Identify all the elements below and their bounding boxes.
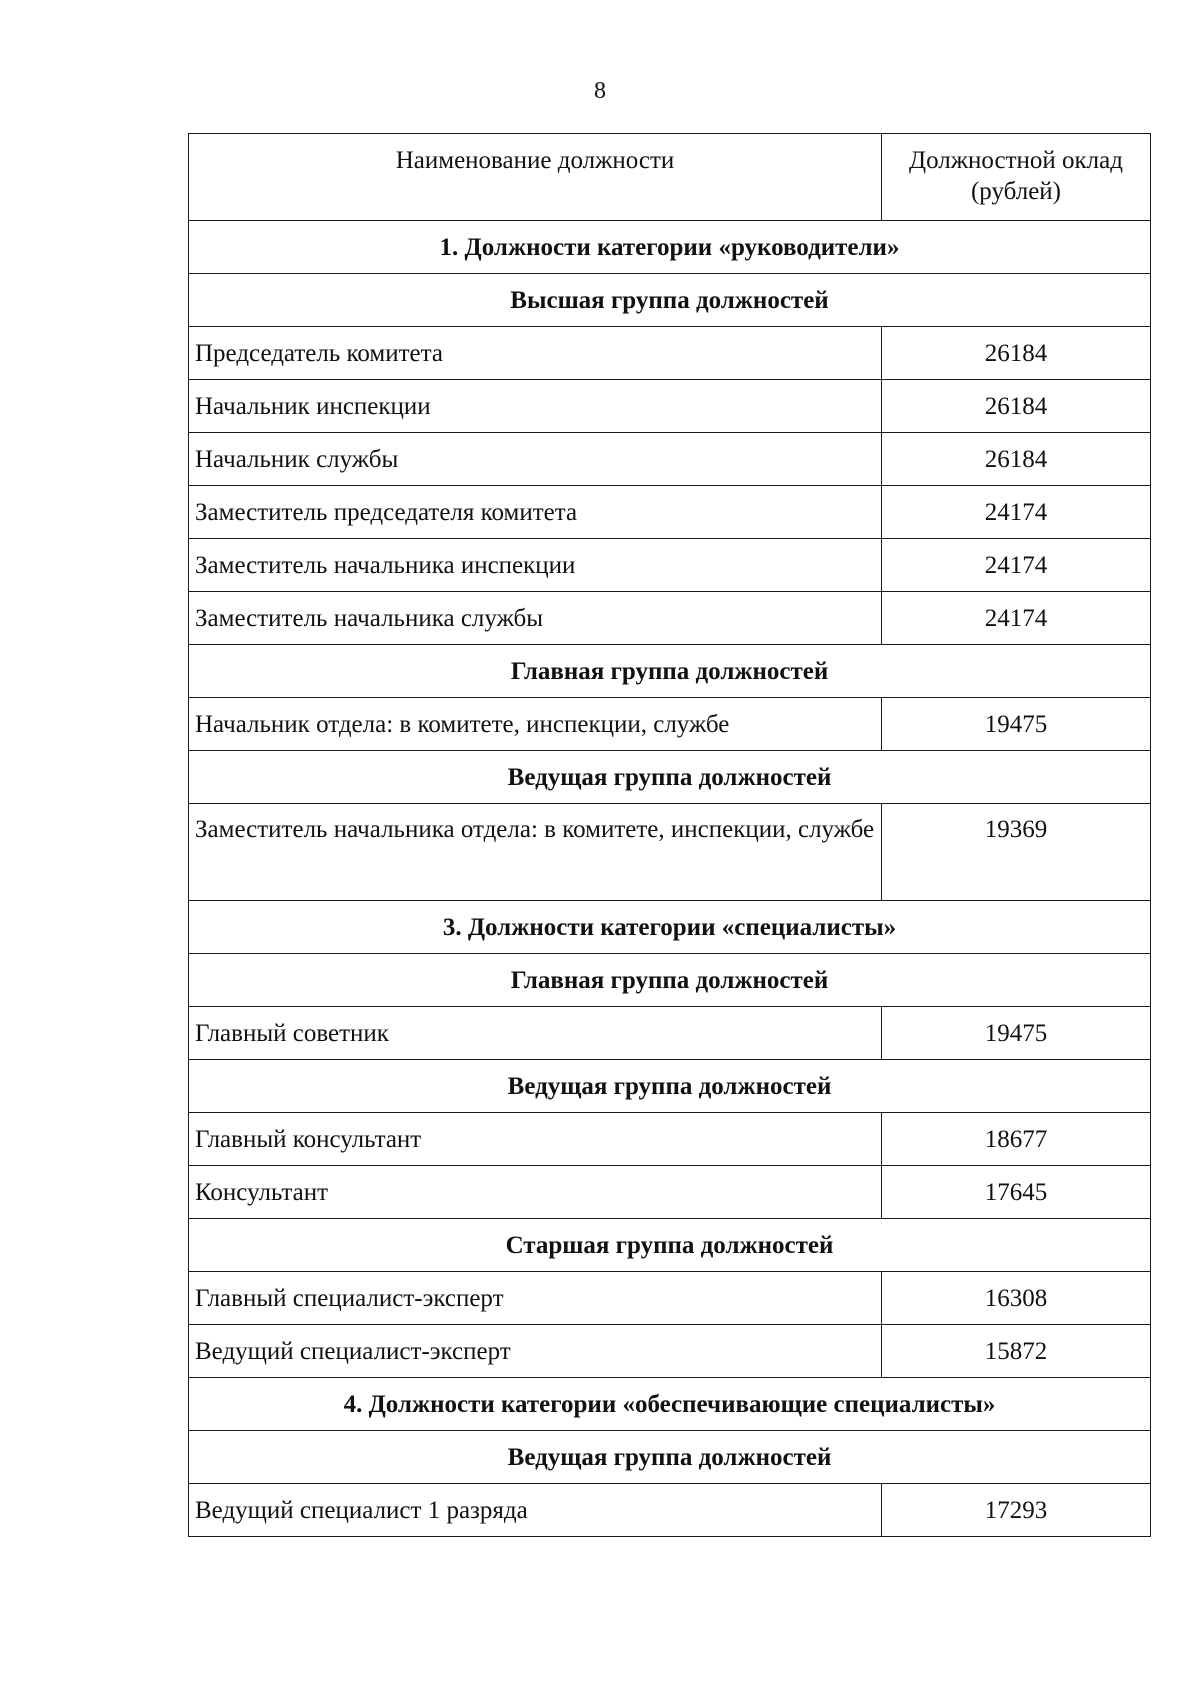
table-row [189, 1166, 1151, 1219]
page-number: 8 [594, 78, 606, 104]
salary-value: 19475 [882, 1007, 1151, 1060]
position-title: Главный специалист-эксперт [189, 1272, 882, 1325]
position-title: Председатель комитета [189, 327, 882, 380]
salary-value: 24174 [882, 592, 1151, 645]
header-position-name: Наименование должности [189, 134, 882, 221]
salary-value: 26184 [882, 380, 1151, 433]
salary-table [188, 133, 1151, 1537]
position-title: Заместитель начальника отдела: в комитете, инспекции, службе [189, 804, 882, 901]
position-title: Заместитель председателя комитета [189, 486, 882, 539]
section-heading: Ведущая группа должностей [189, 1060, 1151, 1113]
table-row [189, 698, 1151, 751]
position-title: Заместитель начальника инспекции [189, 539, 882, 592]
section-row [189, 901, 1151, 954]
section-row [189, 751, 1151, 804]
section-row [189, 1378, 1151, 1431]
section-heading: Ведущая группа должностей [189, 1431, 1151, 1484]
salary-value: 17293 [882, 1484, 1151, 1537]
salary-value: 15872 [882, 1325, 1151, 1378]
salary-value: 26184 [882, 327, 1151, 380]
position-title: Главный консультант [189, 1113, 882, 1166]
salary-value: 18677 [882, 1113, 1151, 1166]
table-row [189, 592, 1151, 645]
table-row [189, 1272, 1151, 1325]
position-title: Начальник инспекции [189, 380, 882, 433]
table-row [189, 1007, 1151, 1060]
table-row [189, 327, 1151, 380]
table-row [189, 539, 1151, 592]
table-row [189, 486, 1151, 539]
position-title: Заместитель начальника службы [189, 592, 882, 645]
position-title: Ведущий специалист 1 разряда [189, 1484, 882, 1537]
section-row [189, 221, 1151, 274]
section-heading: 4. Должности категории «обеспечивающие специалисты» [189, 1378, 1151, 1431]
salary-value: 19475 [882, 698, 1151, 751]
section-row [189, 274, 1151, 327]
table-row [189, 804, 1151, 901]
table-row [189, 433, 1151, 486]
position-title: Начальник службы [189, 433, 882, 486]
section-heading: Старшая группа должностей [189, 1219, 1151, 1272]
table-body [189, 221, 1151, 1537]
salary-value: 26184 [882, 433, 1151, 486]
table-row [189, 1325, 1151, 1378]
salary-value: 24174 [882, 539, 1151, 592]
section-heading: Главная группа должностей [189, 954, 1151, 1007]
section-row [189, 1219, 1151, 1272]
salary-value: 24174 [882, 486, 1151, 539]
salary-value: 17645 [882, 1166, 1151, 1219]
salary-value: 16308 [882, 1272, 1151, 1325]
table-row [189, 1484, 1151, 1537]
section-heading: 1. Должности категории «руководители» [189, 221, 1151, 274]
table-row [189, 1113, 1151, 1166]
section-heading: Ведущая группа должностей [189, 751, 1151, 804]
position-title: Ведущий специалист-эксперт [189, 1325, 882, 1378]
section-heading: Главная группа должностей [189, 645, 1151, 698]
section-heading: Высшая группа должностей [189, 274, 1151, 327]
header-salary: Должностной оклад (рублей) [882, 134, 1151, 221]
section-row [189, 954, 1151, 1007]
position-title: Консультант [189, 1166, 882, 1219]
table-header-row [189, 134, 1151, 221]
position-title: Начальник отдела: в комитете, инспекции, службе [189, 698, 882, 751]
section-row [189, 1060, 1151, 1113]
section-heading: 3. Должности категории «специалисты» [189, 901, 1151, 954]
position-title: Главный советник [189, 1007, 882, 1060]
table-row [189, 380, 1151, 433]
section-row [189, 1431, 1151, 1484]
salary-value: 19369 [882, 804, 1151, 901]
section-row [189, 645, 1151, 698]
